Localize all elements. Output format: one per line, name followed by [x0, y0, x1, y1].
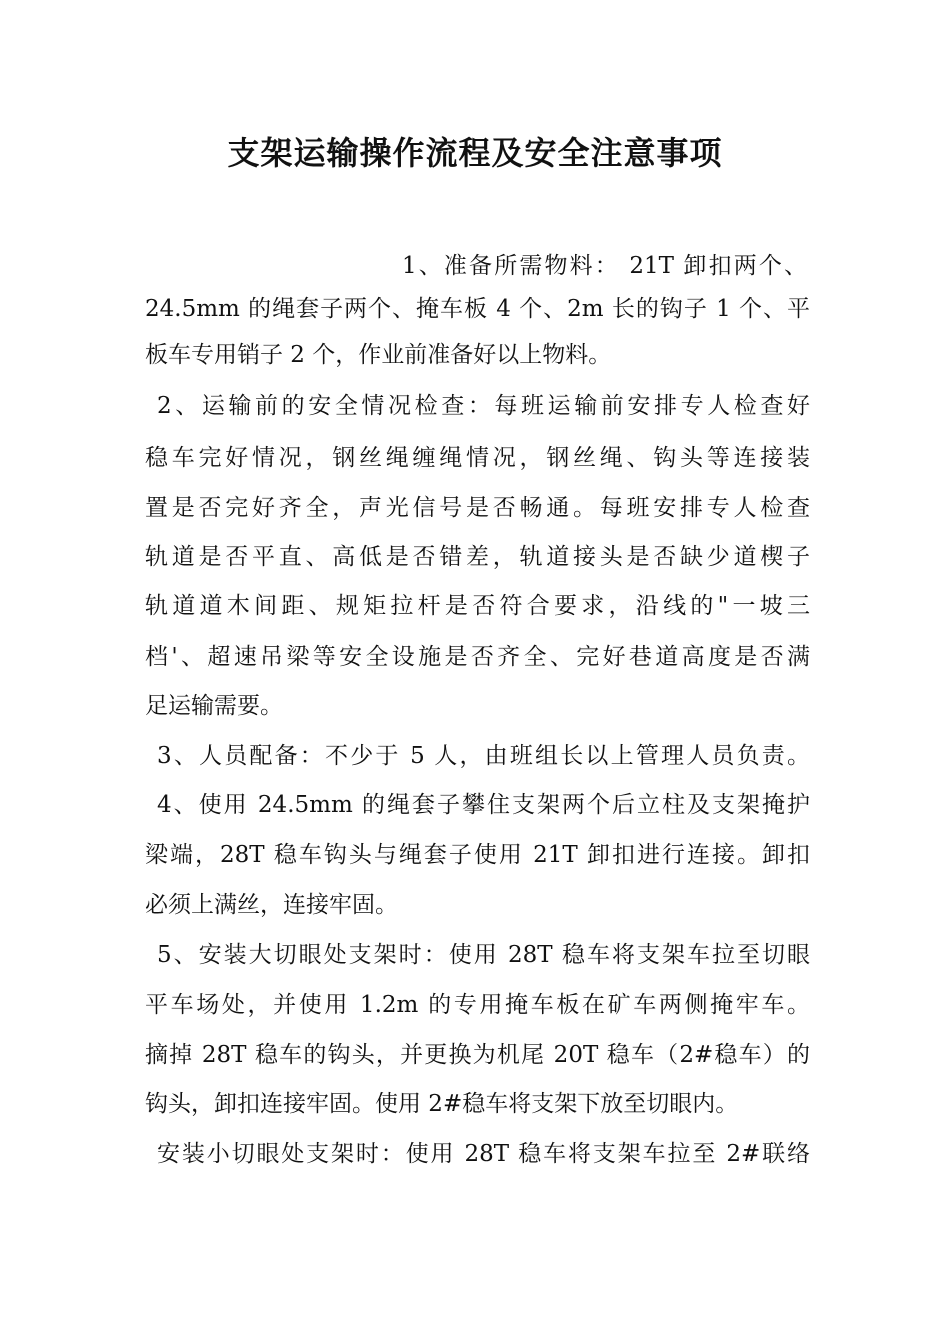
text-line: 板车专用销子 2 个，作业前准备好以上物料。 [145, 342, 612, 368]
text-line: 必须上满丝，连接牢固。 [145, 892, 398, 918]
text-line: 2、运输前的安全情况检查：每班运输前安排专人检查好 [157, 393, 810, 419]
text-line: 1、准备所需物料： 21T 卸扣两个、 [402, 253, 807, 279]
text-line: 轨道是否平直、高低是否错差，轨道接头是否缺少道楔子 [145, 544, 810, 570]
text-line: 足运输需要。 [145, 693, 283, 719]
text-line: 4、使用 24.5mm 的绳套子攀住支架两个后立柱及支架掩护 [157, 792, 810, 818]
text-line: 平车场处，并使用 1.2m 的专用掩车板在矿车两侧掩牢车。 [145, 992, 810, 1018]
text-line: 轨道道木间距、规矩拉杆是否符合要求，沿线的"一坡三 [145, 593, 810, 619]
text-line: 梁端，28T 稳车钩头与绳套子使用 21T 卸扣进行连接。卸扣 [145, 842, 810, 868]
text-line: 摘掉 28T 稳车的钩头，并更换为机尾 20T 稳车（2#稳车）的 [145, 1042, 810, 1068]
document-title: 支架运输操作流程及安全注意事项 [227, 134, 723, 172]
text-line: 置是否完好齐全，声光信号是否畅通。每班安排专人检查 [145, 495, 810, 521]
text-line: 5、安装大切眼处支架时：使用 28T 稳车将支架车拉至切眼 [157, 942, 810, 968]
text-line: 3、人员配备：不少于 5 人，由班组长以上管理人员负责。 [157, 743, 810, 769]
text-line: 稳车完好情况，钢丝绳缠绳情况，钢丝绳、钩头等连接装 [145, 445, 810, 471]
text-line: 档'、超速吊梁等安全设施是否齐全、完好巷道高度是否满 [145, 644, 810, 670]
text-line: 安装小切眼处支架时：使用 28T 稳车将支架车拉至 2#联络 [157, 1141, 810, 1167]
text-line: 钩头，卸扣连接牢固。使用 2#稳车将支架下放至切眼内。 [145, 1091, 739, 1117]
text-line: 24.5mm 的绳套子两个、掩车板 4 个、2m 长的钩子 1 个、平 [145, 296, 810, 322]
